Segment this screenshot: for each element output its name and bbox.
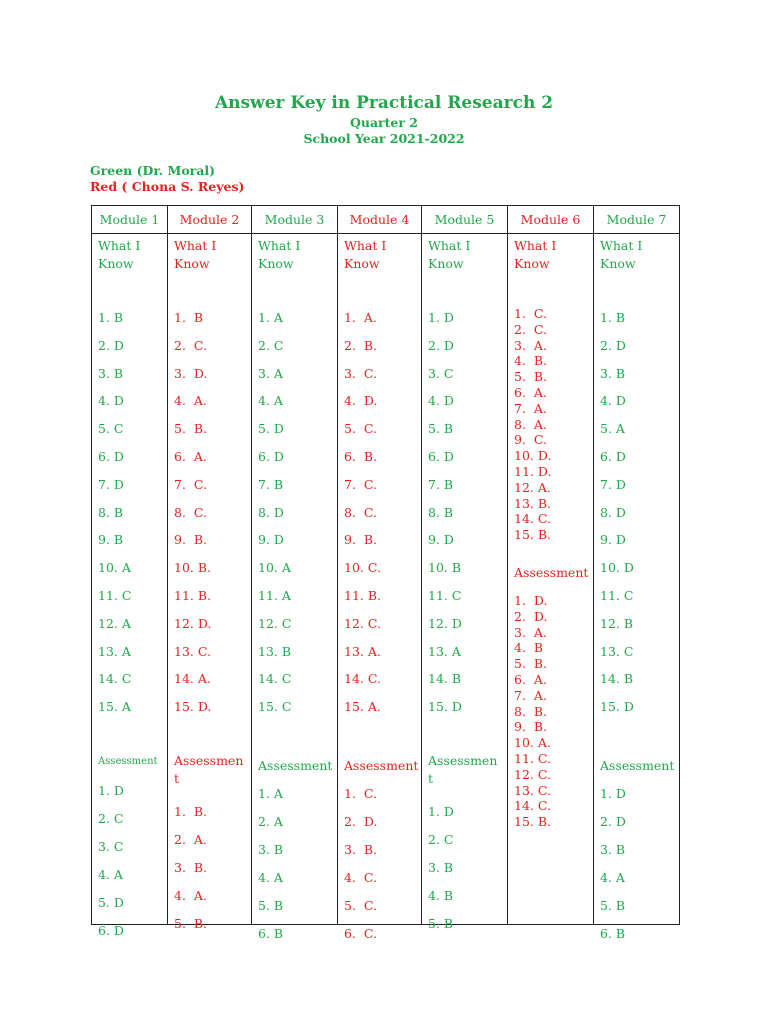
what-i-know-answer: 6. D: [98, 449, 124, 464]
module-column-2: [168, 234, 252, 931]
what-i-know-answer: 14. B: [600, 671, 634, 686]
assessment-label: Assessmen t: [428, 753, 498, 786]
what-i-know-answer: 13. B.: [514, 496, 552, 511]
what-i-know-answer: 3. C.: [344, 366, 377, 381]
what-i-know-answer: 14. B: [428, 671, 462, 686]
what-i-know-answer: 12. B: [600, 616, 634, 631]
what-i-know-answer: 6. D: [258, 449, 284, 464]
what-i-know-label: What I Know: [428, 238, 471, 271]
assessment-answer: 5. C.: [344, 898, 377, 913]
what-i-know-answer: 9. D: [600, 532, 626, 547]
what-i-know-answer: 6. B.: [344, 449, 378, 464]
what-i-know-answer: 7. A.: [514, 401, 547, 416]
assessment-label: Assessment: [514, 565, 589, 580]
module-header-4: Module 4: [338, 206, 422, 234]
assessment-answer: 6. B: [600, 926, 626, 941]
what-i-know-answer: 2. C.: [514, 322, 547, 337]
assessment-answer: 3. B: [428, 860, 454, 875]
what-i-know-answer: 8. C.: [174, 505, 207, 520]
what-i-know-answer: 11. A: [258, 588, 291, 603]
what-i-know-answer: 5. A: [600, 421, 625, 436]
assessment-answer: 9. B.: [514, 719, 548, 734]
module-header-6: Module 6: [508, 206, 594, 234]
what-i-know-answer: 14. C: [98, 671, 132, 686]
what-i-know-label: What I Know: [258, 238, 301, 271]
what-i-know-answer: 10. A: [98, 560, 131, 575]
what-i-know-answer: 8. C.: [344, 505, 377, 520]
what-i-know-answer: 12. D.: [174, 616, 212, 631]
module-column-3: [252, 234, 338, 941]
what-i-know-answer: 14. C: [258, 671, 292, 686]
assessment-label: Assessmen t: [174, 753, 244, 786]
what-i-know-answer: 10. D.: [514, 448, 552, 463]
what-i-know-answer: 11. B.: [174, 588, 212, 603]
what-i-know-answer: 4. D: [428, 393, 454, 408]
what-i-know-answer: 7. D: [600, 477, 626, 492]
what-i-know-answer: 2. D: [428, 338, 454, 353]
what-i-know-answer: 9. B: [98, 532, 124, 547]
assessment-label: Assessment: [344, 758, 419, 773]
module-header-1: Module 1: [92, 206, 168, 234]
assessment-answer: 2. D.: [344, 814, 378, 829]
assessment-answer: 2. C: [428, 832, 454, 847]
assessment-answer: 1. D.: [514, 593, 548, 608]
assessment-answer: 1. A: [258, 786, 283, 801]
assessment-answer: 2. D: [600, 814, 626, 829]
assessment-answer: 5. D: [98, 895, 124, 910]
assessment-answer: 12. C.: [514, 767, 551, 782]
what-i-know-answer: 15. D.: [174, 699, 212, 714]
what-i-know-answer: 10. A: [258, 560, 291, 575]
what-i-know-answer: 1. B: [98, 310, 124, 325]
assessment-answer: 4. A.: [174, 888, 207, 903]
what-i-know-answer: 15. A.: [344, 699, 381, 714]
assessment-answer: 2. A: [258, 814, 283, 829]
assessment-answer: 6. B: [258, 926, 284, 941]
what-i-know-answer: 10. B: [428, 560, 462, 575]
assessment-answer: 3. B.: [174, 860, 208, 875]
module-body-row: [92, 234, 680, 925]
assessment-answer: 4. B: [428, 888, 454, 903]
what-i-know-answer: 7. C.: [174, 477, 207, 492]
what-i-know-answer: 15. A: [98, 699, 131, 714]
what-i-know-answer: 4. D.: [344, 393, 378, 408]
what-i-know-answer: 13. C.: [174, 644, 211, 659]
assessment-answer: 4. A: [600, 870, 625, 885]
what-i-know-answer: 15. B.: [514, 527, 552, 542]
quarter-subtitle: Quarter 2: [349, 115, 419, 130]
document-title: Answer Key in Practical Research 2: [214, 93, 554, 113]
what-i-know-answer: 7. B: [258, 477, 284, 492]
assessment-answer: 5. B.: [174, 916, 208, 931]
what-i-know-answer: 5. B.: [174, 421, 208, 436]
what-i-know-answer: 5. B.: [514, 369, 548, 384]
what-i-know-answer: 6. A.: [174, 449, 207, 464]
what-i-know-label: What I Know: [514, 238, 557, 271]
assessment-answer: 4. B: [514, 640, 544, 655]
what-i-know-answer: 8. D: [258, 505, 284, 520]
what-i-know-answer: 14. A.: [174, 671, 211, 686]
what-i-know-answer: 3. A: [258, 366, 283, 381]
assessment-answer: 3. C: [98, 839, 124, 854]
what-i-know-answer: 1. C.: [514, 306, 547, 321]
what-i-know-answer: 14. C.: [514, 511, 551, 526]
answer-key-table: [91, 205, 680, 941]
what-i-know-answer: 12. A: [98, 616, 131, 631]
module-header-3: Module 3: [252, 206, 338, 234]
what-i-know-answer: 1. A: [258, 310, 283, 325]
what-i-know-answer: 3. D.: [174, 366, 208, 381]
assessment-answer: 5. B: [600, 898, 626, 913]
module-header-2: Module 2: [168, 206, 252, 234]
module-column-5: [422, 234, 508, 931]
assessment-answer: 2. A.: [174, 832, 207, 847]
assessment-answer: 5. B: [428, 916, 454, 931]
what-i-know-answer: 2. B.: [344, 338, 378, 353]
what-i-know-answer: 8. D: [600, 505, 626, 520]
assessment-answer: 1. D: [600, 786, 626, 801]
what-i-know-answer: 11. C: [428, 588, 462, 603]
what-i-know-answer: 10. C.: [344, 560, 381, 575]
assessment-answer: 8. B.: [514, 704, 548, 719]
module-header-5: Module 5: [422, 206, 508, 234]
what-i-know-answer: 11. B.: [344, 588, 382, 603]
what-i-know-answer: 5. C.: [344, 421, 377, 436]
assessment-answer: 1. C.: [344, 786, 377, 801]
what-i-know-answer: 12. A.: [514, 480, 551, 495]
what-i-know-answer: 11. C: [600, 588, 634, 603]
assessment-answer: 6. D: [98, 923, 124, 938]
legend-red: Red ( Chona S. Reyes): [90, 179, 245, 194]
what-i-know-label: What I Know: [174, 238, 217, 271]
assessment-answer: 1. D: [428, 804, 454, 819]
assessment-answer: 5. B: [258, 898, 284, 913]
what-i-know-answer: 3. A.: [514, 338, 547, 353]
assessment-label: Assessment: [600, 758, 675, 773]
what-i-know-answer: 6. D: [600, 449, 626, 464]
assessment-answer: 3. B: [258, 842, 284, 857]
what-i-know-answer: 9. B.: [174, 532, 208, 547]
what-i-know-answer: 12. C: [258, 616, 292, 631]
what-i-know-answer: 3. B: [600, 366, 626, 381]
what-i-know-answer: 8. B: [428, 505, 454, 520]
what-i-know-answer: 3. C: [428, 366, 454, 381]
what-i-know-answer: 13. A: [98, 644, 131, 659]
what-i-know-answer: 12. C.: [344, 616, 381, 631]
assessment-label: Assessment: [258, 758, 333, 773]
assessment-answer: 1. D: [98, 783, 124, 798]
what-i-know-answer: 1. A.: [344, 310, 377, 325]
assessment-answer: 11. C.: [514, 751, 551, 766]
module-header-row: [92, 206, 680, 234]
what-i-know-answer: 8. B: [98, 505, 124, 520]
what-i-know-label: What I Know: [344, 238, 387, 271]
module-column-6: [508, 234, 594, 925]
module-column-1: [92, 234, 168, 938]
what-i-know-answer: 2. C: [258, 338, 284, 353]
assessment-label: Assessment: [98, 756, 158, 767]
assessment-answer: 4. C.: [344, 870, 377, 885]
assessment-answer: 2. D.: [514, 609, 548, 624]
assessment-answer: 13. C.: [514, 783, 551, 798]
what-i-know-answer: 11. C: [98, 588, 132, 603]
what-i-know-answer: 10. B.: [174, 560, 212, 575]
what-i-know-answer: 4. B.: [514, 353, 548, 368]
assessment-answer: 3. B: [600, 842, 626, 857]
what-i-know-answer: 15. D: [600, 699, 634, 714]
what-i-know-answer: 15. D: [428, 699, 462, 714]
what-i-know-answer: 9. C.: [514, 432, 547, 447]
school-year-subtitle: School Year 2021-2022: [303, 131, 465, 146]
what-i-know-answer: 8. A.: [514, 417, 547, 432]
what-i-know-answer: 4. A: [258, 393, 283, 408]
module-header-7: Module 7: [594, 206, 680, 234]
assessment-answer: 4. A: [98, 867, 123, 882]
assessment-answer: 3. A.: [514, 625, 547, 640]
what-i-know-answer: 4. D: [600, 393, 626, 408]
what-i-know-answer: 7. C.: [344, 477, 377, 492]
what-i-know-answer: 12. D: [428, 616, 462, 631]
module-column-4: [338, 234, 422, 941]
what-i-know-answer: 4. A.: [174, 393, 207, 408]
what-i-know-answer: 13. B: [258, 644, 292, 659]
what-i-know-answer: 5. B: [428, 421, 454, 436]
what-i-know-answer: 1. D: [428, 310, 454, 325]
what-i-know-answer: 2. D: [98, 338, 124, 353]
what-i-know-label: What I Know: [98, 238, 141, 271]
what-i-know-answer: 6. A.: [514, 385, 547, 400]
what-i-know-answer: 1. B: [600, 310, 626, 325]
what-i-know-answer: 7. D: [98, 477, 124, 492]
what-i-know-answer: 15. C: [258, 699, 292, 714]
what-i-know-answer: 13. A: [428, 644, 461, 659]
what-i-know-answer: 2. D: [600, 338, 626, 353]
what-i-know-answer: 13. A.: [344, 644, 381, 659]
what-i-know-answer: 1. B: [174, 310, 204, 325]
what-i-know-answer: 9. B.: [344, 532, 378, 547]
legend-green: Green (Dr. Moral): [90, 163, 216, 178]
what-i-know-label: What I Know: [600, 238, 643, 271]
what-i-know-answer: 5. D: [258, 421, 284, 436]
what-i-know-answer: 10. D: [600, 560, 634, 575]
what-i-know-answer: 2. C.: [174, 338, 207, 353]
what-i-know-answer: 4. D: [98, 393, 124, 408]
assessment-answer: 6. A.: [514, 672, 547, 687]
what-i-know-answer: 14. C.: [344, 671, 381, 686]
what-i-know-answer: 13. C: [600, 644, 634, 659]
module-column-7: [594, 234, 680, 941]
assessment-answer: 6. C.: [344, 926, 377, 941]
what-i-know-answer: 6. D: [428, 449, 454, 464]
what-i-know-answer: 9. D: [428, 532, 454, 547]
assessment-answer: 1. B.: [174, 804, 208, 819]
assessment-answer: 4. A: [258, 870, 283, 885]
what-i-know-answer: 5. C: [98, 421, 124, 436]
assessment-answer: 3. B.: [344, 842, 378, 857]
assessment-answer: 10. A.: [514, 735, 551, 750]
assessment-answer: 14. C.: [514, 798, 551, 813]
what-i-know-answer: 7. B: [428, 477, 454, 492]
what-i-know-answer: 9. D: [258, 532, 284, 547]
what-i-know-answer: 3. B: [98, 366, 124, 381]
what-i-know-answer: 11. D.: [514, 464, 552, 479]
assessment-answer: 7. A.: [514, 688, 547, 703]
assessment-answer: 15. B.: [514, 814, 552, 829]
assessment-answer: 2. C: [98, 811, 124, 826]
assessment-answer: 5. B.: [514, 656, 548, 671]
